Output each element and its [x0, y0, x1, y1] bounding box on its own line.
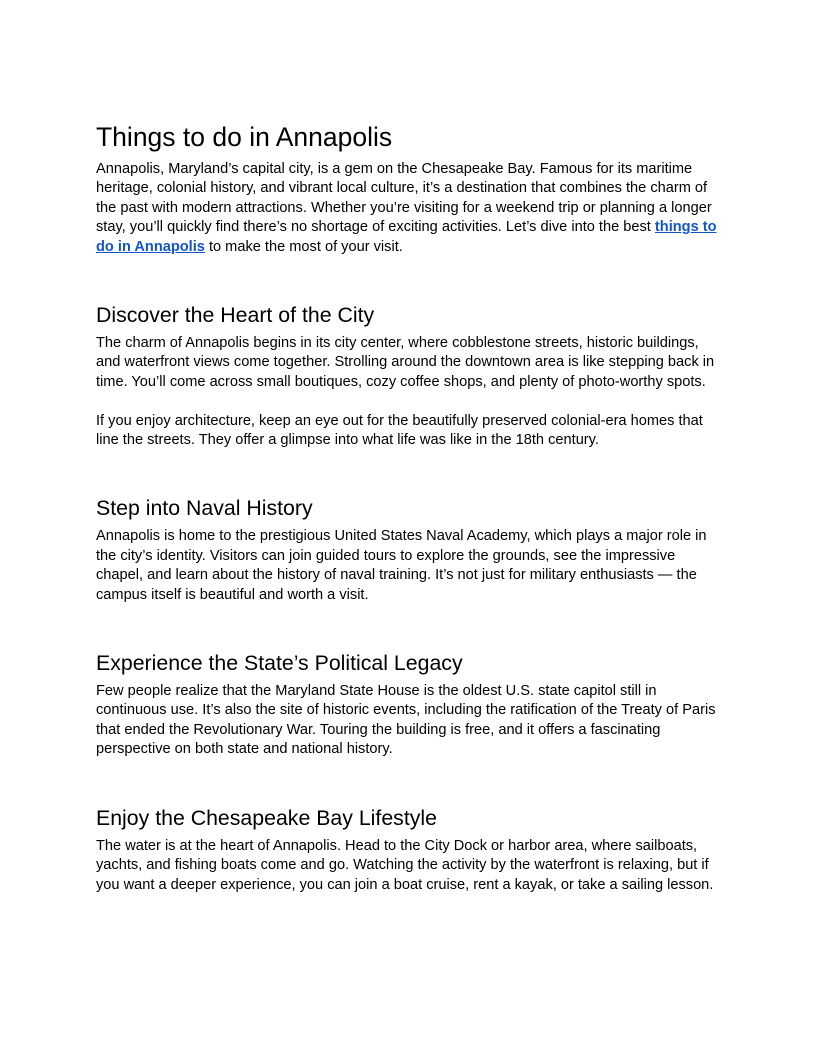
paragraph-spacer — [96, 392, 720, 411]
section-discover-heart — [96, 302, 720, 450]
section-paragraph: The charm of Annapolis begins in its city center, where cobblestone streets, historic buildings, and waterfront views come together. Strolling around the downtown area is like stepping back in time. You’ll come across small boutiques, cozy coffee shops, and plenty of photo-worthy spots. — [96, 335, 715, 390]
section-paragraph: The water is at the heart of Annapolis. Head to the City Dock or harbor area, where sailboats, yachts, and fishing boats come and go. Watching the activity by the waterfront is relaxing, but if you want a deeper experience, you can join a boat cruise, rent a kayak, or take a sailing lesson. — [96, 837, 714, 893]
section-paragraph: Few people realize that the Maryland State House is the oldest U.S. state capitol still in continuous use. It’s also the site of historic events, including the ratification of the Treaty of Paris that ended the Revolutionary War. Touring the building is free, and it offers a fascinating perspective on both state and national history. — [96, 683, 716, 758]
intro-text-before-link: Annapolis, Maryland’s capital city, is a gem on the Chesapeake Bay. Famous for its maritime heritage, colonial history, and vibrant local culture, it’s a destination that combines the charm of the past with modern attractions. Whether you’re visiting for a weekend trip or planning a longer stay, you’ll quickly find there’s no shortage of exciting activities. Let’s dive into the best — [96, 161, 712, 236]
section-paragraph: Annapolis is home to the prestigious United States Naval Academy, which plays a major role in the city’s identity. Visitors can join guided tours to explore the grounds, see the impressive chapel, and learn about the history of naval training. It’s not just for military enthusiasts — the campus itself is beautiful and worth a visit. — [96, 528, 707, 603]
section-naval-history — [96, 495, 720, 605]
things-to-do-link[interactable]: things to do in Annapolis — [96, 219, 717, 255]
section-bay-lifestyle — [96, 805, 720, 895]
intro-text-after-link: to make the most of your visit. — [204, 238, 403, 255]
section-political-legacy — [96, 650, 720, 760]
section-heading: Discover the Heart of the City — [96, 303, 375, 328]
page-title: Things to do in Annapolis — [96, 122, 393, 152]
section-heading: Enjoy the Chesapeake Bay Lifestyle — [96, 805, 437, 830]
section-paragraph: If you enjoy architecture, keep an eye out for the beautifully preserved colonial-era homes that line the streets. They offer a glimpse into what life was like in the 18th century. — [96, 412, 703, 449]
section-heading: Experience the State’s Political Legacy — [96, 651, 463, 676]
intro-paragraph — [96, 160, 724, 257]
section-heading: Step into Naval History — [96, 496, 313, 521]
